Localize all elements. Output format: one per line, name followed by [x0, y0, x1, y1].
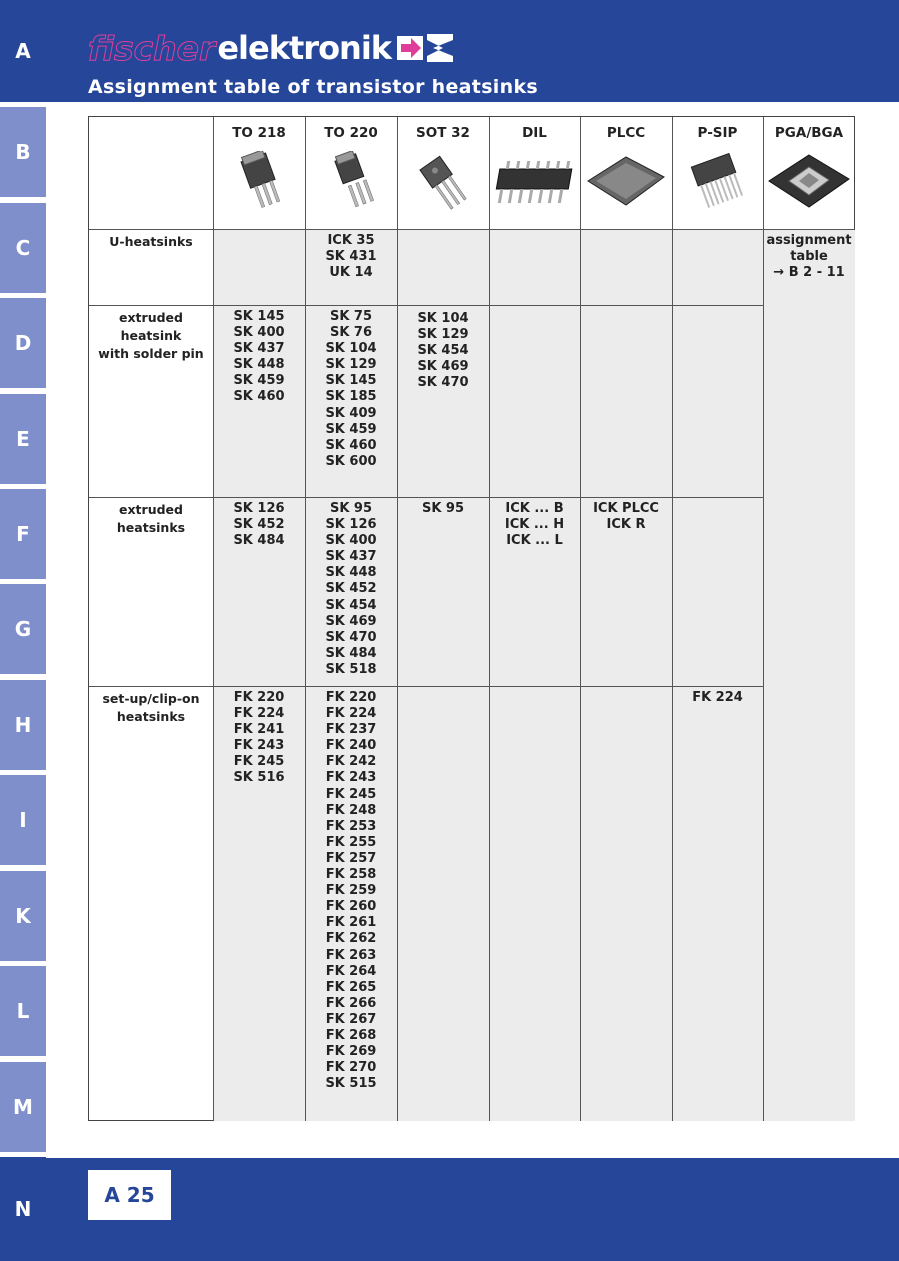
tab-f[interactable]: F [0, 489, 46, 579]
section-tabs [0, 0, 46, 1261]
column-header: PGA/BGA [774, 125, 844, 141]
part-number: FK 243 [325, 770, 377, 786]
part-number: SK 448 [325, 565, 377, 581]
part-number: FK 242 [325, 754, 377, 770]
part-number: FK 258 [325, 867, 377, 883]
table-cell [397, 501, 489, 517]
part-number: SK 484 [233, 533, 285, 549]
column-header: PLCC [606, 125, 646, 141]
row-header-line: heatsinks [116, 709, 186, 724]
column-divider [672, 117, 673, 1121]
psip-package-icon [676, 151, 760, 213]
package-image [672, 151, 763, 213]
cell-background [489, 686, 580, 1121]
part-number: FK 268 [325, 1027, 377, 1043]
row-header-line: with solder pin [98, 346, 204, 361]
table-cell [672, 690, 763, 706]
part-number: FK 257 [325, 850, 377, 866]
footer-band [46, 1158, 899, 1261]
part-number: FK 269 [325, 1044, 377, 1060]
part-number: SK 516 [233, 770, 285, 786]
column-divider [580, 117, 581, 1121]
part-number: FK 260 [325, 899, 377, 915]
tab-g[interactable]: G [0, 584, 46, 674]
part-number: SK 470 [417, 375, 469, 391]
cell-background [580, 305, 672, 497]
part-number: SK 400 [325, 533, 377, 549]
part-number: ICK ... B [505, 501, 564, 516]
part-number: FK 253 [325, 818, 377, 834]
plcc-package-icon [584, 151, 668, 213]
part-number: SK 484 [325, 645, 377, 661]
row-divider [89, 229, 855, 230]
to218-package-icon [217, 151, 301, 213]
part-number: FK 224 [325, 706, 377, 722]
cell-background [672, 229, 763, 305]
column-divider [489, 117, 490, 1121]
table-cell [213, 690, 305, 787]
cell-background [489, 305, 580, 497]
cell-background [213, 229, 305, 305]
tab-e[interactable]: E [0, 394, 46, 484]
row-header [89, 309, 213, 363]
tab-b[interactable]: B [0, 107, 46, 197]
assignment-table [88, 116, 855, 1121]
part-number: FK 263 [325, 947, 377, 963]
part-number: SK 126 [325, 517, 377, 533]
cell-background [672, 497, 763, 686]
part-number: SK 469 [417, 359, 469, 375]
part-number: FK 267 [325, 1011, 377, 1027]
part-number: SK 185 [325, 389, 377, 405]
row-header-line: set-up/clip-on [102, 691, 200, 706]
part-number: SK 459 [233, 373, 285, 389]
cell-background [672, 686, 763, 1121]
package-image [305, 151, 397, 213]
part-number: FK 245 [233, 754, 285, 770]
row-header-line: heatsinks [116, 520, 186, 535]
note-line: assignment [766, 233, 852, 248]
row-header-line: extruded [119, 502, 183, 517]
part-number: FK 248 [325, 802, 377, 818]
column-divider [397, 117, 398, 1121]
part-number: FK 220 [233, 690, 285, 705]
part-number: FK 261 [325, 915, 377, 931]
part-number: SK 145 [325, 373, 377, 389]
cell-background [580, 686, 672, 1121]
part-number: FK 240 [325, 738, 377, 754]
part-number: ICK R [606, 517, 646, 533]
tab-n[interactable]: N [0, 1157, 46, 1261]
dil-package-icon [493, 151, 577, 213]
note-line: table [790, 249, 828, 265]
table-cell [305, 309, 397, 470]
package-image [397, 151, 489, 213]
cell-background [672, 305, 763, 497]
table-cell [305, 501, 397, 678]
part-number: FK 259 [325, 883, 377, 899]
row-header [89, 690, 213, 726]
tab-a[interactable]: A [0, 0, 46, 102]
part-number: UK 14 [329, 265, 373, 281]
part-number: SK 452 [325, 581, 377, 597]
brand-logo [88, 28, 455, 68]
column-header: DIL [522, 125, 547, 141]
tab-m[interactable]: M [0, 1062, 46, 1152]
to220-package-icon [309, 151, 393, 213]
table-cell [397, 311, 489, 391]
cell-background [489, 229, 580, 305]
part-number: SK 437 [233, 341, 285, 357]
part-number: SK 95 [329, 501, 373, 516]
cell-background [763, 497, 855, 686]
header-band [46, 0, 899, 102]
part-number: SK 104 [417, 311, 469, 326]
cell-background [763, 686, 855, 1121]
part-number: SK 600 [325, 453, 377, 469]
note-line: → B 2 - 11 [773, 265, 845, 281]
part-number: FK 266 [325, 995, 377, 1011]
part-number: SK 448 [233, 357, 285, 373]
part-number: FK 224 [233, 706, 285, 722]
part-number: FK 243 [233, 738, 285, 754]
part-number: ICK 35 [327, 233, 375, 248]
tab-l[interactable]: L [0, 966, 46, 1056]
part-number: FK 237 [325, 722, 377, 738]
part-number: ICK PLCC [593, 501, 659, 516]
pga-bga-note [763, 233, 855, 281]
cell-background [580, 229, 672, 305]
cell-background [397, 497, 489, 686]
table-cell [305, 233, 397, 281]
part-number: SK 437 [325, 549, 377, 565]
row-header [89, 501, 213, 537]
part-number: SK 454 [417, 343, 469, 359]
part-number: FK 265 [325, 979, 377, 995]
part-number: SK 452 [233, 517, 285, 533]
row-header-line: heatsink [120, 328, 182, 343]
part-number: SK 459 [325, 421, 377, 437]
part-number: SK 400 [233, 325, 285, 341]
part-number: ICK ... L [506, 533, 563, 549]
package-image [213, 151, 305, 213]
cell-background [397, 686, 489, 1121]
column-header: TO 218 [232, 125, 286, 141]
part-number: SK 104 [325, 341, 377, 357]
logo-arrow-icon [397, 32, 455, 64]
part-number: SK 126 [233, 501, 285, 516]
row-header-line: extruded [119, 310, 183, 325]
package-image [763, 151, 855, 213]
part-number: FK 224 [692, 690, 743, 705]
part-number: SK 129 [417, 327, 469, 343]
part-number: FK 255 [325, 834, 377, 850]
part-number: FK 220 [325, 690, 377, 705]
column-divider [213, 117, 214, 1121]
part-number: SK 518 [325, 661, 377, 677]
tab-c[interactable]: C [0, 203, 46, 293]
row-header-line: U-heatsinks [109, 234, 193, 249]
page-title: Assignment table of transistor heatsinks [88, 76, 538, 98]
cell-background [763, 305, 855, 497]
column-header: TO 220 [324, 125, 378, 141]
part-number: SK 454 [325, 597, 377, 613]
part-number: FK 264 [325, 963, 377, 979]
column-header: P-SIP [697, 125, 738, 141]
package-image [580, 151, 672, 213]
logo-elektronik: elektronik [217, 29, 392, 67]
part-number: FK 270 [325, 1060, 377, 1076]
page-number: A 25 [88, 1170, 171, 1220]
table-cell [213, 309, 305, 406]
pga-bga-package-icon [767, 151, 851, 213]
part-number: FK 245 [325, 786, 377, 802]
tab-d[interactable]: D [0, 298, 46, 388]
part-number: SK 460 [233, 389, 285, 405]
part-number: ICK ... H [504, 517, 565, 533]
cell-background [397, 229, 489, 305]
tab-h[interactable]: H [0, 680, 46, 770]
logo-fischer: fischer [88, 28, 216, 68]
row-divider [89, 305, 763, 306]
part-number: SK 75 [329, 309, 373, 324]
part-number: SK 460 [325, 437, 377, 453]
row-divider [89, 497, 763, 498]
part-number: SK 515 [325, 1076, 377, 1092]
table-cell [305, 690, 397, 1092]
part-number: SK 469 [325, 613, 377, 629]
part-number: SK 409 [325, 405, 377, 421]
package-image [489, 151, 580, 213]
row-header [89, 233, 213, 251]
row-divider [89, 686, 763, 687]
part-number: SK 129 [325, 357, 377, 373]
tab-i[interactable]: I [0, 775, 46, 865]
column-header: SOT 32 [416, 125, 470, 141]
tab-k[interactable]: K [0, 871, 46, 961]
part-number: SK 470 [325, 629, 377, 645]
table-cell [580, 501, 672, 533]
sot32-package-icon [401, 151, 485, 213]
part-number: FK 262 [325, 931, 377, 947]
part-number: SK 431 [325, 249, 377, 265]
table-cell [213, 501, 305, 549]
part-number: SK 95 [421, 501, 465, 516]
part-number: SK 76 [329, 325, 373, 341]
table-cell [489, 501, 580, 549]
part-number: SK 145 [233, 309, 285, 324]
part-number: FK 241 [233, 722, 285, 738]
